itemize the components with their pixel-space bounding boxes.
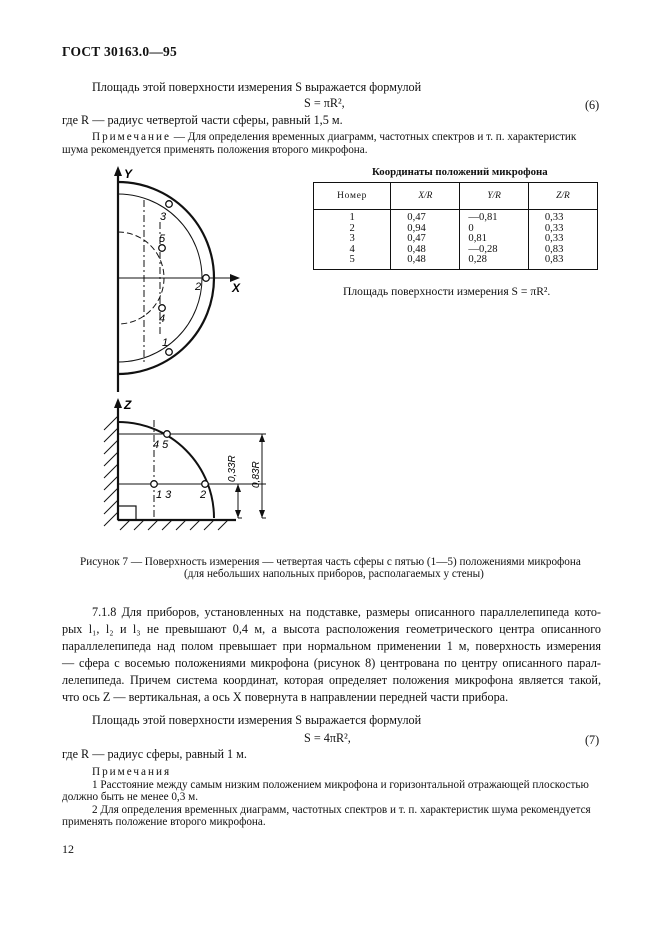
- cell-y-4: —0,28: [468, 243, 498, 255]
- note-a-line-2: должно быть не менее 0,3 м.: [62, 791, 198, 803]
- note-b-line-2: применять положение второго микрофона.: [62, 816, 266, 828]
- cell-z-1: 0,33: [544, 212, 564, 223]
- point-1-label: 1: [162, 337, 169, 349]
- table-header-row: [314, 183, 598, 210]
- points-1-3-label: 1 3: [156, 489, 172, 501]
- axis-y-label: Y: [124, 167, 133, 181]
- axis-x-label: X: [232, 281, 241, 295]
- note-1-label: Примечание: [92, 131, 171, 143]
- header-z: Z/R: [528, 183, 597, 210]
- cell-x-3: 0,47: [407, 233, 426, 245]
- cell-z-5: 0,83: [544, 254, 564, 266]
- points-4-5-label: 4 5: [153, 439, 169, 451]
- cell-number-5: 5: [349, 254, 355, 266]
- formula-7: S = 4πR²,: [304, 731, 351, 745]
- cell-number-4: 4: [349, 243, 355, 255]
- cell-y-2: 0: [468, 222, 474, 234]
- note-1-text: — Для определения временных диаграмм, частотных спектров и т. п. характеристик: [170, 131, 577, 143]
- section-7-1-8-line-5: лелепипеда. Причем система координат, которая определяет положения микрофона является такой,: [62, 673, 601, 687]
- formula-6: S = πR²,: [304, 96, 345, 110]
- formula-7-explanation: где R — радиус сферы, равный 1 м.: [62, 747, 247, 761]
- point-5-label: 5: [159, 233, 166, 245]
- cell-z-3: 0,33: [544, 233, 564, 245]
- note-a-line-1: 1 Расстояние между самым низким положением микрофона и горизонтальной отражающей плоскостью: [92, 779, 589, 791]
- document-header: ГОСТ 30163.0—95: [62, 44, 177, 59]
- page-number: 12: [62, 842, 74, 856]
- col-number-cell: [314, 210, 391, 270]
- table-body-row: [314, 210, 598, 270]
- point-2-label-side: 2: [200, 489, 207, 501]
- section-7-1-8-line-3: параллелепипеда над полом превышает при нормальном применении 1 м, поверхность измерения: [62, 639, 601, 653]
- section-7-1-8-line-2: рых l₁, l₂ и l₃ не превышают 0,4 м, а высота расположения геометрического центра описанного: [62, 622, 601, 636]
- cell-y-1: —0,81: [468, 212, 498, 223]
- section-7-1-8-line-1: 7.1.8 Для приборов, установленных на подставке, размеры описанного параллелепипеда кото-: [92, 605, 601, 619]
- cell-y-3: 0,81: [468, 233, 487, 245]
- paragraph-area-formula-intro: Площадь этой поверхности измерения S выражается формулой: [92, 80, 422, 94]
- figure-side-view: [96, 396, 286, 536]
- col-x-cell: [391, 210, 460, 270]
- col-z-cell: [528, 210, 597, 270]
- table-title: Координаты положений микрофона: [372, 166, 548, 178]
- figure-caption-line-1: Рисунок 7 — Поверхность измерения — четвертая часть сферы с пятью (1—5) положениями микрофона: [80, 556, 581, 568]
- section-7-1-8-line-6: что ось Z — вертикальная, а ось X повернута в направлении передней части прибора.: [62, 690, 509, 704]
- formula-6-explanation: где R — радиус четвертой части сферы, равный 1,5 м.: [62, 113, 343, 127]
- table-area-note: Площадь поверхности измерения S = πR².: [343, 285, 551, 298]
- formula-6-number: (6): [585, 98, 600, 112]
- figure-caption-line-2: (для небольших напольных приборов, располагаемых у стены): [184, 568, 484, 580]
- notes-label: Примечания: [92, 766, 172, 778]
- cell-number-2: 2: [349, 222, 355, 234]
- cell-x-2: 0,94: [407, 222, 426, 234]
- note-1-line-1: [92, 131, 576, 144]
- header-number: Номер: [314, 183, 391, 210]
- cell-y-5: 0,28: [468, 254, 487, 266]
- note-b-line-1: 2 Для определения временных диаграмм, частотных спектров и т. п. характеристик шума рекомендуется: [92, 804, 591, 816]
- cell-z-4: 0,83: [544, 243, 564, 255]
- axis-z-label: Z: [124, 398, 132, 412]
- point-4-label: 4: [159, 313, 166, 325]
- point-3-label: 3: [160, 211, 167, 223]
- cell-x-5: 0,48: [407, 254, 426, 266]
- dimension-083r: 0,83R: [251, 461, 262, 488]
- cell-number-1: 1: [349, 212, 355, 223]
- cell-x-4: 0,48: [407, 243, 426, 255]
- point-2-label: 2: [195, 281, 202, 293]
- header-y: Y/R: [460, 183, 528, 210]
- cell-x-1: 0,47: [407, 212, 426, 223]
- section-7-1-8-line-4: — сфера с восемью положениями микрофона (рисунок 8) центрована по центру описанного парал-: [62, 656, 601, 670]
- coordinates-table: [313, 182, 598, 270]
- note-1-line-2: шума рекомендуется применять положения второго микрофона.: [62, 144, 368, 156]
- cell-number-3: 3: [349, 233, 355, 245]
- dimension-033r: 0,33R: [227, 455, 238, 482]
- formula-7-number: (7): [585, 733, 600, 747]
- paragraph-area-formula-intro-2: Площадь этой поверхности измерения S выражается формулой: [92, 713, 422, 727]
- figure-top-view: [100, 160, 260, 400]
- col-y-cell: [460, 210, 528, 270]
- cell-z-2: 0,33: [544, 222, 564, 234]
- header-x: X/R: [391, 183, 460, 210]
